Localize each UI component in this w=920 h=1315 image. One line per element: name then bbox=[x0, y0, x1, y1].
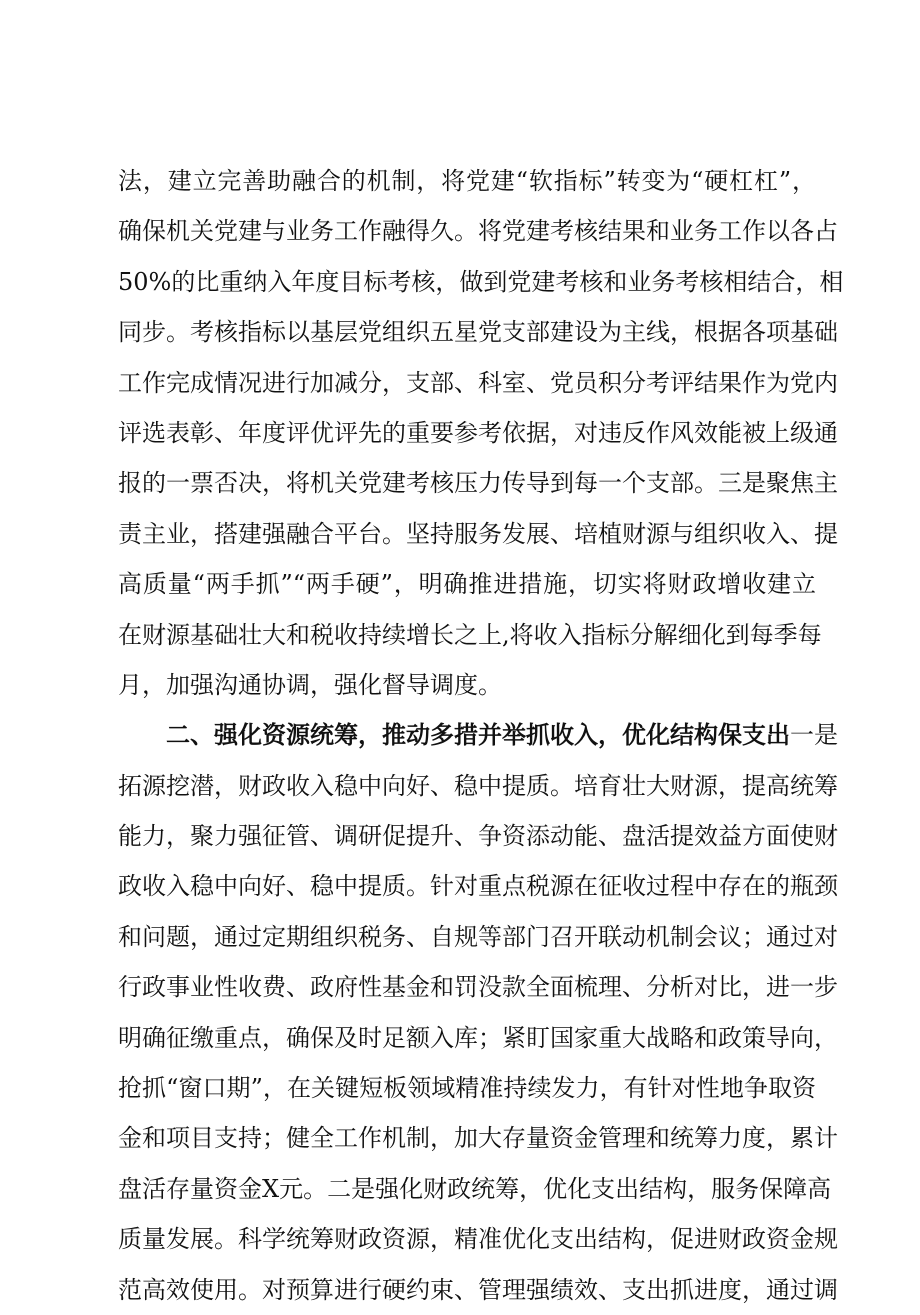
paragraph-line: 明确征缴重点，确保及时足额入库；紧盯国家重大战略和政策导向， bbox=[118, 1023, 838, 1052]
paragraph-line: 评选表彰、年度评优评先的重要参考依据，对违反作风效能被上级通 bbox=[118, 418, 838, 447]
paragraph-line: 质量发展。科学统筹财政资源，精准优化支出结构，促进财政资金规 bbox=[118, 1225, 838, 1254]
paragraph-line: 行政事业性收费、政府性基金和罚没款全面梳理、分析对比，进一步 bbox=[118, 973, 838, 1002]
paragraph-line: 50%的比重纳入年度目标考核，做到党建考核和业务考核相结合，相 bbox=[118, 267, 844, 296]
paragraph-line: 在财源基础壮大和税收持续增长之上,将收入指标分解细化到每季每 bbox=[118, 620, 822, 649]
paragraph-line: 工作完成情况进行加减分，支部、科室、党员积分考评结果作为党内 bbox=[118, 368, 838, 397]
section-heading: 二、强化资源统筹，推动多措并举抓收入，优化结构保支出 bbox=[166, 721, 790, 750]
body-text bbox=[118, 156, 844, 1315]
paragraph-line: 抢抓“窗口期”，在关键短板领域精准持续发力，有针对性地争取资 bbox=[118, 1074, 816, 1103]
paragraph-line: 盘活存量资金X元。二是强化财政统筹，优化支出结构，服务保障高 bbox=[118, 1174, 832, 1203]
paragraph-line: 拓源挖潜，财政收入稳中向好、稳中提质。培育壮大财源，提高统筹 bbox=[118, 771, 838, 800]
paragraph-line: 确保机关党建与业务工作融得久。将党建考核结果和业务工作以各占 bbox=[118, 217, 838, 246]
paragraph-line: 范高效使用。对预算进行硬约束、管理强绩效、支出抓进度，通过调 bbox=[118, 1275, 838, 1304]
paragraph-line: 和问题，通过定期组织税务、自规等部门召开联动机制会议；通过对 bbox=[118, 922, 838, 951]
paragraph-line: 同步。考核指标以基层党组织五星党支部建设为主线，根据各项基础 bbox=[118, 318, 838, 347]
section-heading-line bbox=[118, 710, 838, 760]
paragraph-line: 责主业，搭建强融合平台。坚持服务发展、培植财源与组织收入、提 bbox=[118, 519, 838, 548]
paragraph-line: 金和项目支持；健全工作机制，加大存量资金管理和统筹力度，累计 bbox=[118, 1124, 838, 1153]
paragraph-line: 能力，聚力强征管、调研促提升、争资添动能、盘活提效益方面使财 bbox=[118, 822, 838, 851]
paragraph-line: 月，加强沟通协调，强化督导调度。 bbox=[118, 670, 502, 699]
paragraph-line: 报的一票否决，将机关党建考核压力传导到每一个支部。三是聚焦主 bbox=[118, 469, 838, 498]
paragraph-line: 法，建立完善助融合的机制，将党建“软指标”转变为“硬杠杠”， bbox=[118, 167, 816, 195]
section-heading-tail: 一是 bbox=[790, 721, 838, 750]
paragraph-line: 政收入稳中向好、稳中提质。针对重点税源在征收过程中存在的瓶颈 bbox=[118, 872, 838, 901]
paragraph-line: 高质量“两手抓”“两手硬”，明确推进措施，切实将财政增收建立 bbox=[118, 570, 816, 599]
